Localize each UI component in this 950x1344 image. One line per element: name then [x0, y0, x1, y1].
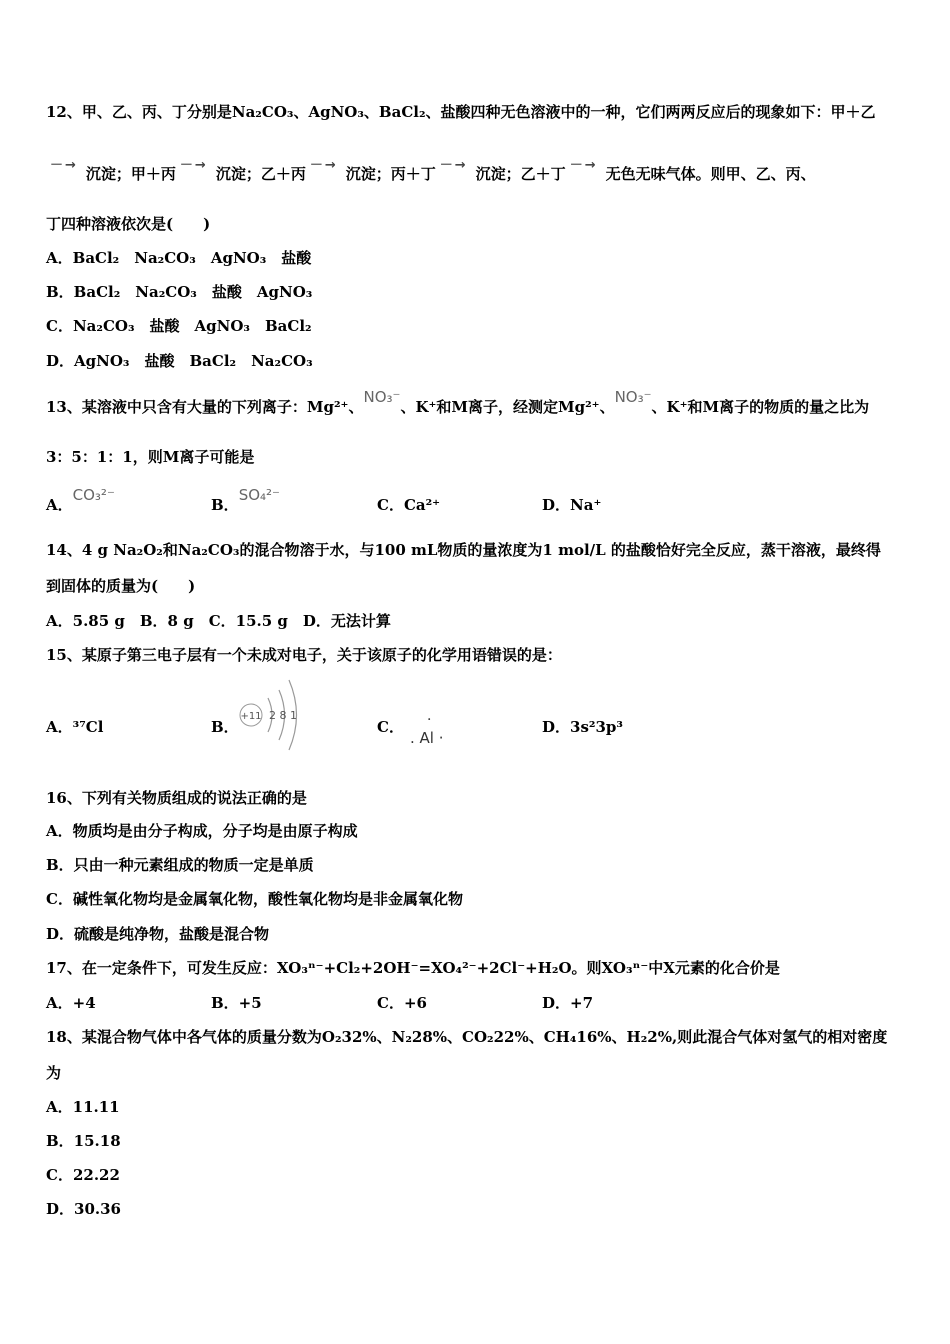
q12-option-d: D．AgNO₃ 盐酸 BaCl₂ Na₂CO₃	[46, 352, 313, 370]
q16-option-b: B．只由一种元素组成的物质一定是单质	[46, 856, 314, 874]
q15-stem: 15、某原子第三电子层有一个未成对电子，关于该原子的化学用语错误的是：	[46, 646, 562, 664]
q18-option-d: D．30.36	[46, 1200, 121, 1218]
q15-option-a: A．³⁷Cl	[46, 718, 104, 736]
q13-option-b: B．SO₄²⁻	[211, 486, 280, 514]
q12-option-c: C．Na₂CO₃ 盐酸 AgNO₃ BaCl₂	[46, 317, 312, 335]
sulfate-ion: SO₄²⁻	[238, 486, 280, 504]
q18-option-a: A．11.11	[46, 1098, 120, 1116]
q12-stem-line3: 丁四种溶液依次是( )	[46, 215, 211, 233]
q15-option-d: D．3s²3p³	[542, 718, 623, 736]
q16-option-d: D．硫酸是纯净物，盐酸是混合物	[46, 925, 270, 943]
q13-stem-line1: 13、某溶液中只含有大量的下列离子：Mg²⁺、NO₃⁻、K⁺和M离子，经测定Mg²⁺、NO₃⁻、K⁺和M离子的物质的量之比为	[46, 388, 870, 416]
q12-option-a: A．BaCl₂ Na₂CO₃ AgNO₃ 盐酸	[46, 249, 312, 267]
reaction-arrow-icon: －→	[439, 158, 468, 173]
q18-stem-line1: 18、某混合物气体中各气体的质量分数为O₂32%、N₂28%、CO₂22%、CH₄16%、H₂2%,则此混合气体对氢气的相对密度	[46, 1028, 888, 1046]
q16-stem: 16、下列有关物质组成的说法正确的是	[46, 789, 307, 807]
q12-stem-line2: －→ 沉淀；甲＋丙 －→ 沉淀；乙＋丙 －→ 沉淀；丙＋丁 －→ 沉淀；乙＋丁 －→ 无色无味气体。则甲、乙、丙、	[50, 158, 816, 183]
shell-electrons-label: 2 8 1	[269, 709, 297, 722]
q17-option-c: C．+6	[377, 994, 427, 1012]
q17-stem: 17、在一定条件下，可发生反应：XO₃ⁿ⁻+Cl₂+2OH⁻=XO₄²⁻+2Cl⁻+H₂O。则XO₃ⁿ⁻中X元素的化合价是	[46, 959, 780, 977]
reaction-arrow-icon: －→	[309, 158, 338, 173]
q13-option-d: D．Na⁺	[542, 496, 602, 514]
q16-option-a: A．物质均是由分子构成，分子均是由原子构成	[46, 822, 358, 840]
q18-stem-line2: 为	[46, 1064, 62, 1082]
q17-option-a: A．+4	[46, 994, 96, 1012]
nitrate-ion: NO₃⁻	[363, 388, 401, 406]
q17-option-b: B．+5	[211, 994, 262, 1012]
q17-option-d: D．+7	[542, 994, 594, 1012]
reaction-arrow-icon: －→	[179, 158, 208, 173]
q13-option-a: A．CO₃²⁻	[46, 486, 115, 514]
aluminum-electron-dot: . Al ·	[410, 729, 444, 747]
electron-dot-icon: ·	[427, 712, 432, 728]
reaction-arrow-icon: －→	[50, 158, 78, 173]
q12-option-b: B．BaCl₂ Na₂CO₃ 盐酸 AgNO₃	[46, 283, 313, 301]
q13-stem-line2: 3：5：1：1，则M离子可能是	[46, 448, 255, 466]
q15-option-c: C．	[377, 718, 404, 736]
q12-stem-line1: 12、甲、乙、丙、丁分别是Na₂CO₃、AgNO₃、BaCl₂、盐酸四种无色溶液中的一种，它们两两反应后的现象如下：甲＋乙	[46, 103, 876, 121]
q13-option-c: C．Ca²⁺	[377, 496, 441, 514]
q14-options: A．5.85 g B．8 g C．15.5 g D．无法计算	[46, 612, 391, 630]
q18-option-c: C．22.22	[46, 1166, 120, 1184]
q14-stem-line2: 到固体的质量为( )	[46, 577, 196, 595]
q14-stem-line1: 14、4 g Na₂O₂和Na₂CO₃的混合物溶于水，与100 mL物质的量浓度为1 mol/L 的盐酸恰好完全反应，蒸干溶液，最终得	[46, 541, 881, 559]
carbonate-ion: CO₃²⁻	[72, 486, 115, 504]
q15-option-b: B．	[211, 718, 239, 736]
atomic-structure-diagram	[234, 676, 306, 756]
q16-option-c: C．碱性氧化物均是金属氧化物，酸性氧化物均是非金属氧化物	[46, 890, 463, 908]
nucleus-label: +11	[240, 711, 262, 722]
q18-option-b: B．15.18	[46, 1132, 121, 1150]
reaction-arrow-icon: －→	[569, 158, 598, 173]
nitrate-ion: NO₃⁻	[614, 388, 652, 406]
